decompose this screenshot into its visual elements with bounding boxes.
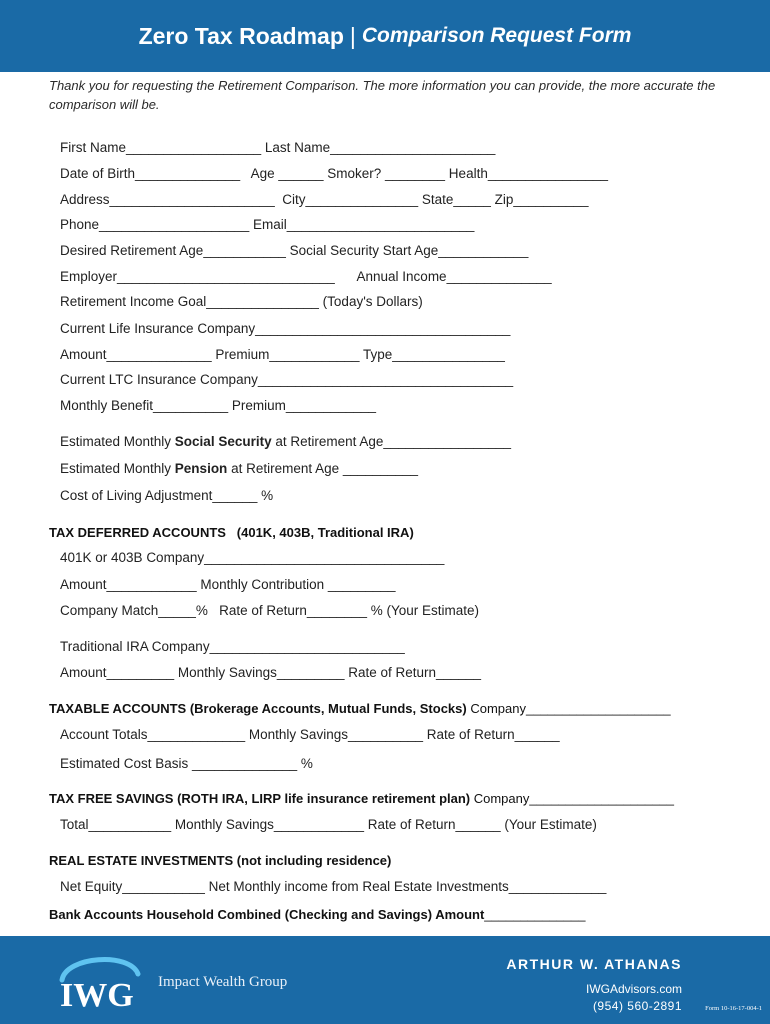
income-goal-field[interactable]: Retirement Income Goal_______________ (Today's Dollars) (60, 294, 423, 309)
ss-label: Estimated Monthly (60, 434, 175, 449)
cost-basis-field[interactable]: Estimated Cost Basis ______________ % (60, 756, 313, 771)
page-footer (0, 936, 770, 1024)
ltc-benefit-fields[interactable]: Monthly Benefit__________ Premium____________ (60, 398, 376, 413)
taxable-accounts-heading[interactable]: TAXABLE ACCOUNTS (Brokerage Accounts, Mutual Funds, Stocks) Company____________________ (49, 701, 671, 716)
taxable-totals-fields[interactable]: Account Totals_____________ Monthly Savings__________ Rate of Return______ (60, 727, 560, 742)
svg-text:IWG: IWG (60, 977, 134, 1014)
tax-free-heading[interactable]: TAX FREE SAVINGS (ROTH IRA, LIRP life insurance retirement plan) Company____________________ (49, 791, 674, 806)
advisor-name: ARTHUR W. ATHANAS (506, 956, 682, 972)
tax-free-fields[interactable]: Total___________ Monthly Savings____________ Rate of Return______ (Your Estimate) (60, 817, 597, 832)
address-fields[interactable]: Address______________________ City_______________ State_____ Zip__________ (60, 192, 589, 207)
tax-deferred-heading: TAX DEFERRED ACCOUNTS (401K, 403B, Traditional IRA) (49, 525, 414, 540)
page-header (0, 0, 770, 72)
iwg-logo (52, 950, 144, 1014)
form-title: Zero Tax Roadmap (138, 22, 344, 49)
pension-bold-label: Pension (174, 461, 228, 476)
company-name: Impact Wealth Group (158, 974, 288, 990)
traditional-ira-amount-fields[interactable]: Amount_________ Monthly Savings_________ Rate of Return______ (60, 665, 482, 680)
tax-deferred-match-fields[interactable]: Company Match_____% Rate of Return________ % (Your Estimate) (60, 603, 479, 618)
traditional-ira-field[interactable]: Traditional IRA Company__________________________ (60, 639, 405, 654)
title-separator: | (349, 22, 356, 49)
form-subtitle: Comparison Request Form (361, 24, 632, 47)
ss-blank: at Retirement Age_________________ (271, 434, 512, 449)
employer-fields[interactable]: Employer_____________________________ Annual Income______________ (60, 269, 552, 284)
tax-deferred-amount-fields[interactable]: Amount____________ Monthly Contribution _________ (60, 577, 396, 592)
life-insurance-field[interactable]: Current Life Insurance Company__________________________________ (60, 321, 511, 336)
name-fields[interactable]: First Name__________________ Last Name______________________ (60, 140, 496, 155)
bank-accounts-field[interactable]: Bank Accounts Household Combined (Checking and Savings) Amount______________ (49, 907, 586, 922)
intro-text: Thank you for requesting the Retirement Comparison. The more information you can provide, the more accurate the comparison will be. (49, 78, 716, 112)
social-security-field[interactable] (60, 434, 511, 449)
contact-fields[interactable]: Phone____________________ Email_________________________ (60, 217, 475, 232)
ss-bold-label: Social Security (174, 434, 272, 449)
life-insurance-amount-fields[interactable]: Amount______________ Premium____________ Type_______________ (60, 347, 505, 362)
ltc-insurance-field[interactable]: Current LTC Insurance Company__________________________________ (60, 372, 514, 387)
tax-deferred-company-field[interactable]: 401K or 403B Company________________________________ (60, 550, 445, 565)
pension-label: Estimated Monthly (60, 461, 175, 476)
cola-field[interactable]: Cost of Living Adjustment______ % (60, 488, 274, 503)
real-estate-fields[interactable]: Net Equity___________ Net Monthly income from Real Estate Investments_____________ (60, 879, 607, 894)
pension-blank: at Retirement Age __________ (227, 461, 418, 476)
phone-number: (954) 560-2891 (592, 999, 682, 1013)
retirement-age-fields[interactable]: Desired Retirement Age___________ Social Security Start Age____________ (60, 243, 529, 258)
form-number: Form 10-16-17-004-1 (705, 1005, 762, 1012)
pension-field[interactable] (60, 461, 418, 476)
birth-fields[interactable]: Date of Birth______________ Age ______ Smoker? ________ Health________________ (60, 166, 608, 181)
real-estate-heading: REAL ESTATE INVESTMENTS (not including residence) (49, 853, 392, 868)
website-link[interactable]: IWGAdvisors.com (585, 982, 682, 996)
